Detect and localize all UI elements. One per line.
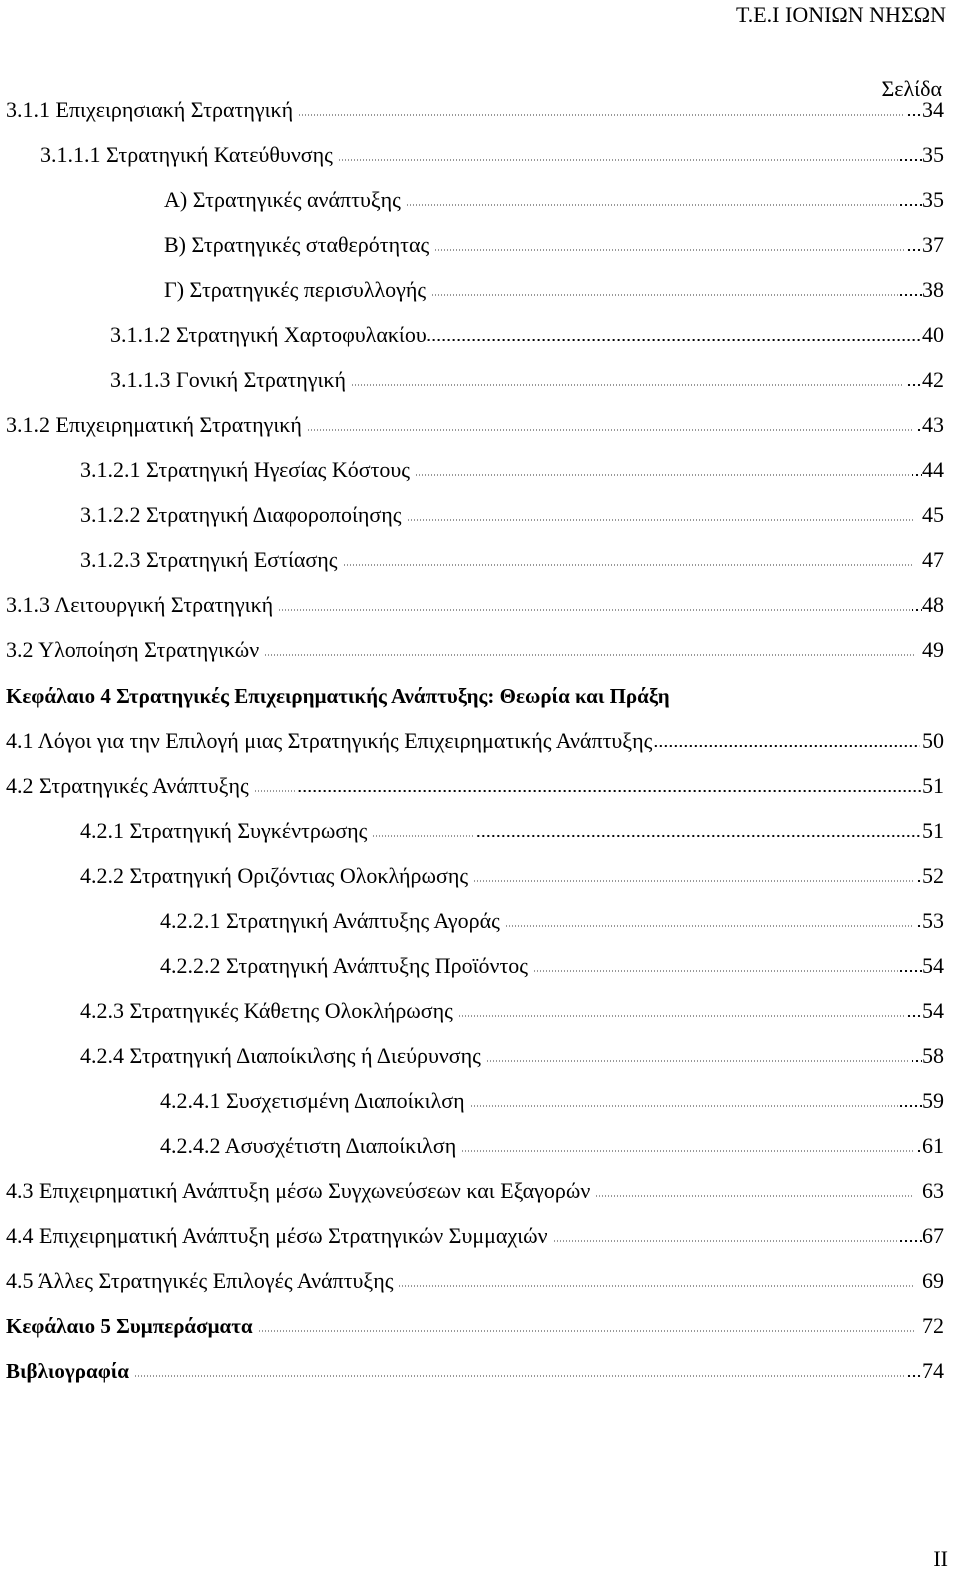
toc-leader (344, 564, 915, 566)
toc-entry[interactable] (164, 184, 944, 216)
toc-entry-title: 4.2.2.1 Στρατηγική Ανάπτυξης Αγοράς (160, 908, 500, 933)
toc-leader (534, 970, 898, 972)
toc-entry[interactable] (6, 725, 944, 757)
toc-leader (474, 880, 914, 882)
toc-entry-title: 4.2.4 Στρατηγική Διαποίκιλσης ή Διεύρυνσης (80, 1043, 481, 1068)
toc-entry[interactable] (6, 1265, 944, 1297)
toc-leader-dots (900, 159, 922, 161)
toc-leader (596, 1195, 914, 1197)
toc-leader (407, 204, 898, 206)
toc-entry[interactable] (110, 364, 944, 396)
toc-leader-dots (427, 339, 920, 341)
toc-entry-page: 69 (922, 1268, 944, 1293)
toc-entry[interactable] (80, 454, 944, 486)
toc-entry-page: 43 (922, 412, 944, 437)
toc-entry[interactable] (80, 995, 944, 1027)
toc-entry-title: 4.3 Επιχειρηματική Ανάπτυξη μέσω Συγχωνεύσεων και Εξαγορών (6, 1178, 591, 1203)
toc-chapter-entry[interactable] (6, 1355, 944, 1387)
toc-entry-title: Κεφάλαιο 4 Στρατηγικές Επιχειρηματικής Ανάπτυξης: Θεωρία και Πράξη (6, 684, 670, 708)
toc-entry-page: 51 (922, 818, 944, 843)
toc-leader (506, 925, 914, 927)
toc-entry-title: 3.1.2.3 Στρατηγική Εστίασης (80, 547, 338, 572)
toc-leader-dots (912, 1060, 922, 1062)
toc-entry-page: 63 (922, 1178, 944, 1203)
toc-leader-dots (906, 1375, 922, 1377)
toc-leader (339, 159, 898, 161)
toc-entry-page: 35 (922, 187, 944, 212)
toc-entry-title: 4.2.4.2 Ασυσχέτιστη Διαποίκιλση (160, 1133, 457, 1158)
toc-entry[interactable] (6, 589, 944, 621)
toc-leader (255, 790, 295, 792)
toc-leader-dots (916, 925, 922, 927)
toc-leader-dots (297, 790, 922, 792)
toc-leader-dots (916, 1150, 922, 1152)
toc-leader-dots (900, 204, 922, 206)
toc-leader (352, 384, 904, 386)
toc-leader (373, 835, 473, 837)
toc-entry-title: 4.4 Επιχειρηματική Ανάπτυξη μέσω Στρατηγικών Συμμαχιών (6, 1223, 548, 1248)
toc-entry-title: 3.1.2 Επιχειρηματική Στρατηγική (6, 412, 302, 437)
institution-name: Τ.Ε.Ι ΙΟΝΙΩΝ ΝΗΣΩΝ (735, 2, 946, 27)
toc-leader (299, 114, 904, 116)
toc-entry-page: 72 (922, 1313, 944, 1338)
document-header (736, 2, 946, 28)
toc-entry-title: 4.2.4.1 Συσχετισμένη Διαποίκιλση (160, 1088, 465, 1113)
toc-leader (435, 249, 904, 251)
toc-leader (416, 474, 910, 476)
toc-entry-title: 4.2.2.2 Στρατηγική Ανάπτυξης Προϊόντος (160, 953, 528, 978)
toc-entry-title: 4.1 Λόγοι για την Επιλογή μιας Στρατηγικής Επιχειρηματικής Ανάπτυξης (6, 728, 653, 753)
toc-entry-title: 3.1.2.2 Στρατηγική Διαφοροποίησης (80, 502, 402, 527)
toc-entry-page: 49 (922, 637, 944, 662)
toc-entry[interactable] (6, 1220, 944, 1252)
toc-entry[interactable] (80, 499, 944, 531)
toc-leader-dots (900, 970, 922, 972)
toc-leader (487, 1060, 910, 1062)
page-number: ΙΙ (933, 1546, 948, 1571)
toc-entry[interactable] (160, 1130, 944, 1162)
toc-entry-page: 53 (922, 908, 944, 933)
toc-entry[interactable] (80, 860, 944, 892)
toc-entry-page: 47 (922, 547, 944, 572)
toc-leader-dots (916, 429, 922, 431)
toc-entry-title: 4.5 Άλλες Στρατηγικές Επιλογές Ανάπτυξης (6, 1268, 394, 1293)
toc-entry-page: 38 (922, 277, 944, 302)
toc-leader (399, 1285, 914, 1287)
toc-entry-title: 3.2 Υλοποίηση Στρατηγικών (6, 637, 260, 662)
toc-entry-page: 54 (922, 998, 944, 1023)
toc-entry[interactable] (40, 139, 944, 171)
toc-entry-page: 40 (922, 322, 944, 347)
toc-entry-page: 48 (922, 592, 944, 617)
toc-leader (408, 519, 915, 521)
toc-leader (471, 1105, 898, 1107)
toc-entry-page: 45 (922, 502, 944, 527)
toc-leader-dots (906, 114, 922, 116)
toc-leader (259, 1330, 914, 1332)
toc-leader-dots (900, 1240, 922, 1242)
toc-entry[interactable] (80, 815, 944, 847)
toc-entry[interactable] (164, 229, 944, 261)
toc-entry-page: 35 (922, 142, 944, 167)
toc-entry-page: 54 (922, 953, 944, 978)
toc-entry[interactable] (160, 905, 944, 937)
toc-entry-page: 61 (922, 1133, 944, 1158)
toc-leader (265, 654, 914, 656)
toc-entry-page: 59 (922, 1088, 944, 1113)
toc-chapter-heading[interactable] (6, 680, 670, 712)
toc-entry-page: 52 (922, 863, 944, 888)
toc-entry-page: 44 (922, 457, 944, 482)
toc-leader (459, 1015, 904, 1017)
toc-entry-title: Β) Στρατηγικές σταθερότητας (164, 232, 430, 257)
toc-leader-dots (906, 384, 922, 386)
toc-entry-title: 4.2 Στρατηγικές Ανάπτυξης (6, 773, 249, 798)
toc-entry-title: 3.1.1.1 Στρατηγική Κατεύθυνσης (40, 142, 333, 167)
toc-leader-dots (475, 835, 922, 837)
toc-leader-dots (652, 745, 920, 747)
toc-entry-title: Βιβλιογραφία (6, 1359, 130, 1383)
toc-leader (462, 1150, 914, 1152)
toc-entry-title: 3.1.1.3 Γονική Στρατηγική (110, 367, 347, 392)
toc-entry-page: 74 (922, 1358, 944, 1383)
toc-leader (279, 609, 910, 611)
toc-leader (135, 1375, 904, 1377)
toc-entry[interactable] (6, 409, 944, 441)
toc-entry[interactable] (6, 634, 944, 666)
toc-leader (554, 1240, 898, 1242)
toc-leader (432, 294, 898, 296)
toc-leader-dots (912, 474, 922, 476)
toc-leader-dots (906, 1015, 922, 1017)
toc-leader-dots (900, 294, 922, 296)
toc-entry-page: 42 (922, 367, 944, 392)
toc-entry-title: 4.2.1 Στρατηγική Συγκέντρωσης (80, 818, 368, 843)
toc-chapter-entry[interactable] (6, 1310, 944, 1342)
toc-entry[interactable] (110, 319, 944, 351)
page-column-label: Σελίδα (881, 76, 942, 101)
toc-entry-title: Κεφάλαιο 5 Συμπεράσματα (6, 1314, 253, 1338)
toc-entry[interactable] (160, 950, 944, 982)
toc-entry[interactable] (164, 274, 944, 306)
toc-entry[interactable] (6, 770, 944, 802)
toc-entry-page: 37 (922, 232, 944, 257)
toc-entry-page: 67 (922, 1223, 944, 1248)
toc-entry[interactable] (160, 1085, 944, 1117)
toc-entry-page: 58 (922, 1043, 944, 1068)
toc-entry-title: 4.2.2 Στρατηγική Οριζόντιας Ολοκλήρωσης (80, 863, 469, 888)
toc-leader-dots (906, 249, 922, 251)
toc-entry[interactable] (6, 1175, 944, 1207)
toc-entry-title: 3.1.1 Επιχειρησιακή Στρατηγική (6, 97, 294, 122)
toc-entry[interactable] (80, 544, 944, 576)
toc-entry-page: 34 (922, 97, 944, 122)
toc-entry-title: 3.1.2.1 Στρατηγική Ηγεσίας Κόστους (80, 457, 411, 482)
toc-entry[interactable] (80, 1040, 944, 1072)
toc-entry-title: 3.1.1.2 Στρατηγική Χαρτοφυλακίου (110, 322, 427, 347)
toc-leader-dots (912, 609, 922, 611)
toc-leader-dots (900, 1105, 922, 1107)
toc-entry[interactable] (6, 94, 944, 126)
toc-entry-title: Γ) Στρατηγικές περισυλλογής (164, 277, 427, 302)
toc-entry-page: 51 (922, 773, 944, 798)
toc-leader (308, 429, 914, 431)
toc-entry-title: 3.1.3 Λειτουργική Στρατηγική (6, 592, 274, 617)
toc-entry-page: 50 (922, 728, 944, 753)
toc-entry-title: 4.2.3 Στρατηγικές Κάθετης Ολοκλήρωσης (80, 998, 453, 1023)
toc-entry-title: Α) Στρατηγικές ανάπτυξης (164, 187, 401, 212)
toc-leader-dots (916, 880, 922, 882)
